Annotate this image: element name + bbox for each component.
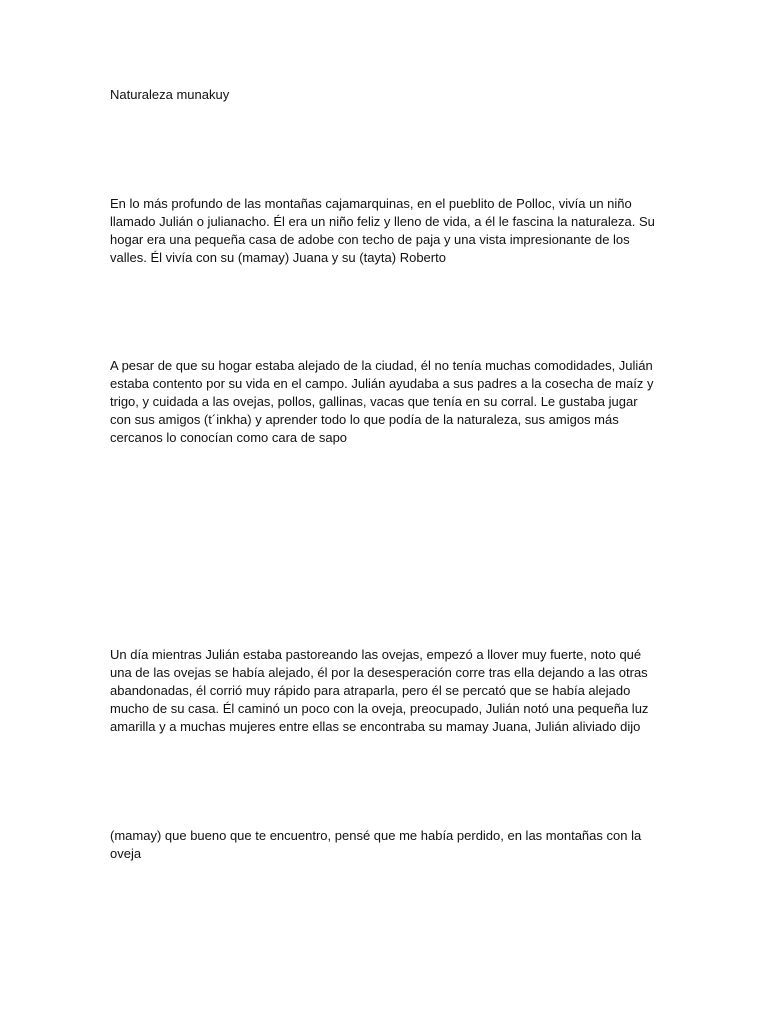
paragraph-2: A pesar de que su hogar estaba alejado de la ciudad, él no tenía muchas comodidades, Julián estaba contento por su vida en el campo. Julián ayudaba a sus padres a la cosecha de maíz y trigo, y cuidada a las ovejas, pollos, gallinas, vacas que tenía en su corral. Le gustaba jugar con sus amigos (t´inkha) y aprender todo lo que podía de la naturaleza, sus amigos más cercanos lo conocían como cara de sapo bbox=[110, 358, 654, 445]
paragraph-1: En lo más profundo de las montañas cajamarquinas, en el pueblito de Polloc, vivía un niño llamado Julián o julianacho. Él era un niño feliz y lleno de vida, a él le fascina la naturaleza. Su hogar era una pequeña casa de adobe con techo de paja y una vista impresionante de los valles. Él vivía con su (mamay) Juana y su (tayta) Roberto bbox=[110, 196, 655, 265]
paragraph-3: Un día mientras Julián estaba pastoreando las ovejas, empezó a llover muy fuerte, noto qué una de las ovejas se había alejado, él por la desesperación corre tras ella dejando a las otras abandonadas, él corrió muy rápido para atraparla, pero él se percató que se había alejado mucho de su casa. Él caminó un poco con la oveja, preocupado, Julián notó una pequeña luz amarilla y a muchas mujeres entre ellas se encontraba su mamay Juana, Julián aliviado dijo bbox=[110, 647, 649, 734]
document-title: Naturaleza munakuy bbox=[110, 87, 230, 102]
paragraph-4: (mamay) que bueno que te encuentro, pensé que me había perdido, en las montañas con la oveja bbox=[110, 828, 642, 861]
